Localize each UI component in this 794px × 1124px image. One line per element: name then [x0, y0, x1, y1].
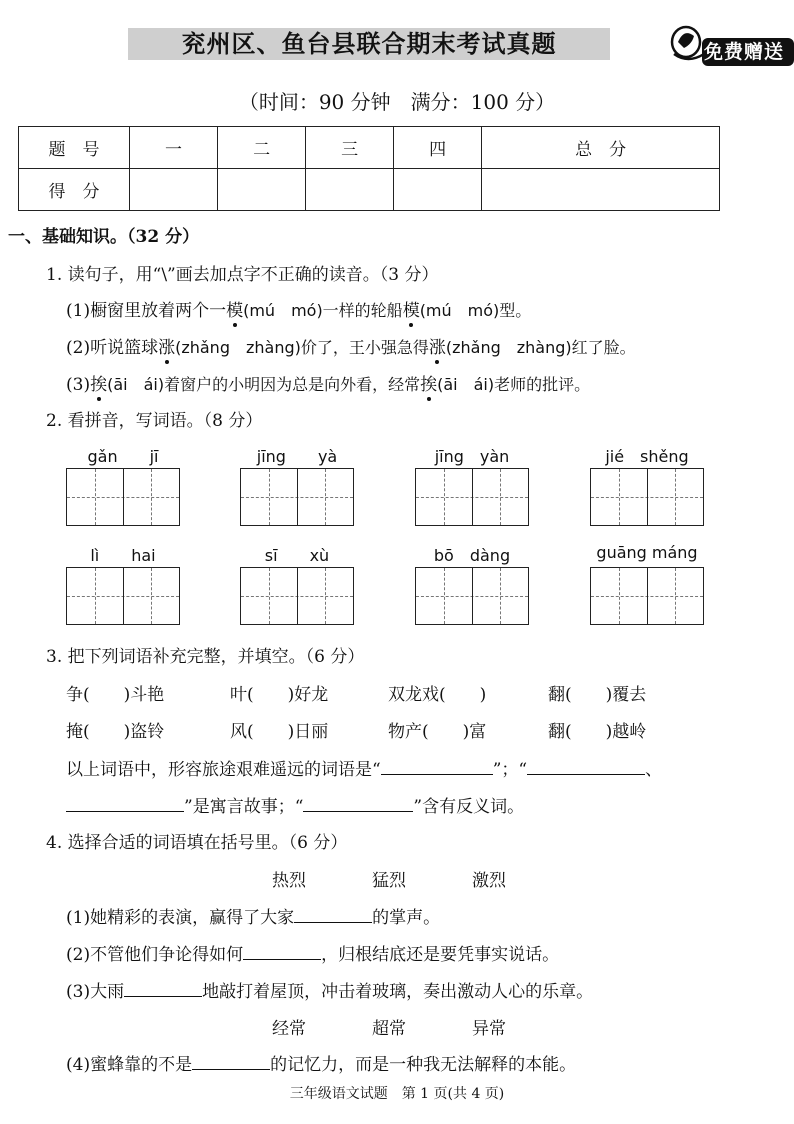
writing-grid[interactable] [590, 468, 704, 526]
row-label: 得 分 [19, 169, 130, 211]
score-cell[interactable] [482, 169, 720, 211]
pinyin-box[interactable] [240, 444, 354, 526]
idiom-item[interactable]: 叶( )好龙 [230, 685, 329, 705]
answer-blank[interactable] [294, 906, 372, 923]
word-option: 经常 [272, 1019, 306, 1039]
word-option: 热烈 [272, 871, 306, 891]
pinyin-box[interactable] [590, 543, 704, 625]
pinyin-box[interactable] [240, 543, 354, 625]
fill-sentence: (1)她精彩的表演，赢得了大家 的掌声。 [66, 908, 441, 928]
word-option: 激烈 [472, 871, 506, 891]
idiom-item[interactable]: 争( )斗艳 [66, 685, 165, 705]
score-cell[interactable] [130, 169, 218, 211]
writing-grid[interactable] [240, 567, 354, 625]
idiom-item[interactable]: 双龙戏( ) [388, 685, 487, 705]
writing-grid[interactable] [66, 567, 180, 625]
score-cell[interactable] [394, 169, 482, 211]
fill-sentence: (3)大雨 地敲打着屋顶，冲击着玻璃，奏出激动人心的乐章。 [66, 982, 594, 1002]
fill-sentence: (4)蜜蜂靠的不是 的记忆力，而是一种我无法解释的本能。 [66, 1055, 577, 1075]
question-prompt: 4. 选择合适的词语填在括号里。（6 分） [46, 833, 348, 853]
question-item: (3)挨(āi ái)着窗户的小明因为总是向外看，经常挨(āi ái)老师的批评。 [66, 375, 591, 395]
score-cell[interactable] [306, 169, 394, 211]
question-item: (2)听说篮球涨(zhǎng zhàng)价了，王小强急得涨(zhǎng zhàng)红了脸。 [66, 338, 636, 358]
idiom-item[interactable]: 翻( )覆去 [548, 685, 647, 705]
pinyin-label: lì hai [90, 546, 156, 565]
column-header: 二 [218, 127, 306, 169]
pinyin-box[interactable] [415, 543, 529, 625]
score-cell[interactable] [218, 169, 306, 211]
pinyin-box[interactable] [66, 543, 180, 625]
question-prompt: 3. 把下列词语补充完整，并填空。（6 分） [46, 647, 365, 667]
answer-blank[interactable] [124, 980, 202, 997]
pinyin-box[interactable] [590, 444, 704, 526]
table-row [19, 169, 720, 211]
pinyin-label: jié shěng [605, 447, 689, 466]
word-option: 猛烈 [372, 871, 406, 891]
logo-text: 免费赠送 [704, 41, 785, 63]
column-header: 三 [306, 127, 394, 169]
score-table [18, 126, 720, 211]
row-label: 题 号 [19, 127, 130, 169]
answer-blank[interactable] [303, 795, 413, 812]
fill-sentence: 以上词语中，形容旅途艰难遥远的词语是“ ”；“ 、 [66, 760, 663, 780]
idiom-item[interactable]: 翻( )越岭 [548, 722, 647, 742]
writing-grid[interactable] [415, 567, 529, 625]
question-prompt: 2. 看拼音，写词语。（8 分） [46, 411, 263, 431]
exam-title: 兖州区、鱼台县联合期末考试真题 [128, 28, 610, 60]
pinyin-label: gǎn jī [87, 447, 159, 466]
word-option: 超常 [372, 1019, 406, 1039]
page-footer: 三年级语文试题 第 1 页(共 4 页) [289, 1086, 505, 1102]
pinyin-box[interactable] [66, 444, 180, 526]
answer-blank[interactable] [527, 758, 645, 775]
question-prompt: 1. 读句子，用“\”画去加点字不正确的读音。（3 分） [46, 265, 439, 285]
pinyin-label: bō dàng [433, 546, 511, 565]
writing-grid[interactable] [66, 468, 180, 526]
fill-sentence: (2)不管他们争论得如何 ，归根结底还是要凭事实说话。 [66, 945, 560, 965]
answer-blank[interactable] [192, 1053, 270, 1070]
answer-blank[interactable] [66, 795, 184, 812]
answer-blank[interactable] [243, 943, 321, 960]
table-row [19, 127, 720, 169]
idiom-item[interactable]: 物产( )富 [388, 722, 487, 742]
column-header: 总 分 [482, 127, 720, 169]
pinyin-label: sī xù [264, 546, 330, 565]
question-item: (1)橱窗里放着两个一模(mú mó)一样的轮船模(mú mó)型。 [66, 301, 532, 321]
pinyin-label: guāng máng [596, 543, 698, 562]
idiom-item[interactable]: 掩( )盗铃 [66, 722, 165, 742]
answer-blank[interactable] [381, 758, 493, 775]
pinyin-box[interactable] [415, 444, 529, 526]
writing-grid[interactable] [590, 567, 704, 625]
column-header: 四 [394, 127, 482, 169]
exam-subtitle: （时间：90 分钟 满分：100 分） [238, 90, 556, 114]
fill-sentence: ”是寓言故事；“ ”含有反义词。 [66, 792, 524, 817]
writing-grid[interactable] [415, 468, 529, 526]
free-gift-logo [664, 20, 794, 70]
word-option: 异常 [472, 1019, 506, 1039]
writing-grid[interactable] [240, 468, 354, 526]
pinyin-label: jīng yà [256, 447, 338, 466]
column-header: 一 [130, 127, 218, 169]
pinyin-label: jīng yàn [434, 447, 510, 466]
section-heading: 一、基础知识。（32 分） [8, 227, 200, 247]
idiom-item[interactable]: 风( )日丽 [230, 722, 329, 742]
